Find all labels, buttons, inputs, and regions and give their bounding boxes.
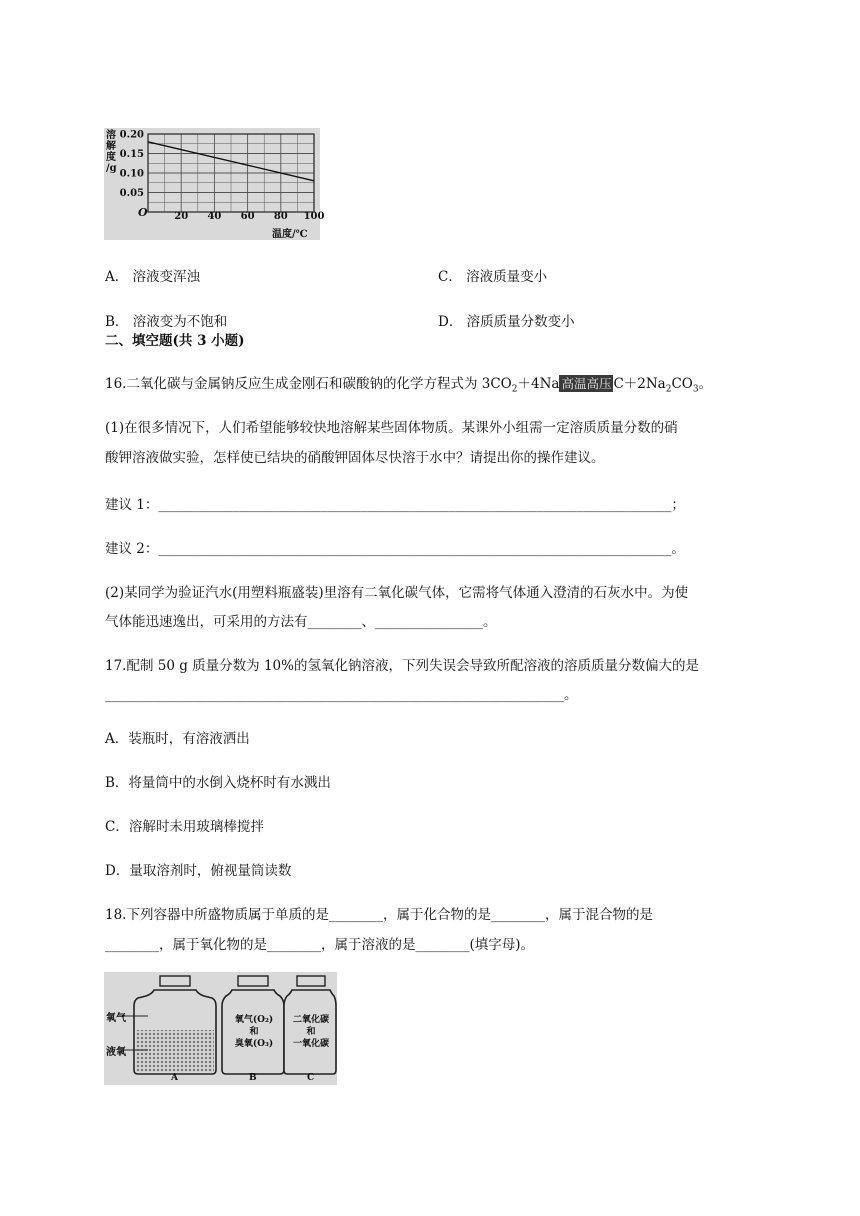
q15-option-d: D． 溶质质量分数变小 (438, 314, 575, 330)
q15-option-c: C． 溶液质量变小 (438, 269, 548, 285)
q16-part1-line1: (1)在很多情况下，人们希望能够较快地溶解某些固体物质。某课外小组需一定溶质质量分数的硝 (105, 420, 678, 436)
bottles-figure (104, 972, 337, 1085)
q16-text: 16.二氧化碳与金属钠反应生成金刚石和碳酸钠的化学方程式为 3CO (105, 376, 512, 392)
bottle-c-contents (284, 1014, 338, 1050)
subscript: 3 (692, 384, 699, 395)
q17-option-d: D．量取溶剂时，俯视量筒读数 (105, 863, 292, 879)
q16-text: ＋4Na (517, 376, 560, 392)
label-oxygen-gas: 氧气 (106, 1013, 126, 1024)
q15-option-b: B． 溶液变为不饱和 (105, 314, 228, 330)
subscript: 2 (511, 384, 518, 395)
x-tick-label: 80 (273, 211, 288, 222)
y-axis-label-char: 溶 (106, 130, 116, 141)
bottle-c-line: 一氧化碳 (292, 1039, 329, 1049)
q18-stem-line2: ________，属于氧化物的是________，属于溶液的是________(填字母)。 (105, 937, 535, 953)
q16-part1-line2: 酸钾溶液做实验，怎样使已结块的硝酸钾固体尽快溶于水中？请提出你的操作建议。 (105, 450, 605, 466)
bottle-b-line: 氧气(O₂) (234, 1015, 274, 1025)
q16-suggestion-2: 建议 2：____________________________________________________________________________。 (105, 541, 685, 557)
x-tick-label: 40 (207, 211, 222, 222)
y-tick-label: 0.20 (119, 129, 144, 141)
reaction-condition: 高温高压 (561, 376, 612, 391)
q17-option-a: A．装瓶时，有溶液洒出 (105, 731, 250, 747)
y-tick-label: 0.15 (119, 149, 144, 160)
q15-option-a: A． 溶液变浑浊 (105, 269, 201, 285)
bottle-c-line: 二氧化碳 (292, 1015, 329, 1025)
bottle-b-contents (226, 1014, 282, 1050)
bottle-b-line: 和 (249, 1027, 259, 1037)
bottle-letter-c: C (307, 1073, 315, 1083)
subscript: 2 (665, 384, 672, 395)
y-axis-label-char: /g (106, 163, 117, 174)
q17-option-c: C．溶解时未用玻璃棒搅拌 (105, 819, 264, 835)
q17-option-b: B．将量筒中的水倒入烧杯时有水溅出 (105, 775, 331, 791)
q16-text: 。 (698, 376, 713, 392)
section-title: 二、填空题(共 3 小题) (105, 333, 245, 349)
y-tick-label: 0.05 (119, 188, 144, 199)
q16-text: CO (671, 376, 693, 392)
q16-part2-line2: 气体能迅速逸出，可采用的方法有________、________________。 (105, 614, 497, 630)
q16-suggestion-1: 建议 1：____________________________________________________________________________； (105, 497, 685, 513)
x-tick-label: 100 (303, 211, 325, 222)
x-tick-label: 20 (174, 211, 189, 222)
y-axis-label-char: 解 (106, 141, 116, 152)
bottle-b-line: 臭氧(O₃) (234, 1039, 274, 1049)
q17-stem-line2: ____________________________________________________________________。 (105, 687, 578, 703)
solubility-graph-svg (104, 128, 325, 240)
q18-stem-line1: 18.下列容器中所盛物质属于单质的是________，属于化合物的是________，属于混合物的是 (105, 907, 653, 923)
q17-stem-line1: 17.配制 50 g 质量分数为 10%的氢氧化钠溶液，下列失误会导致所配溶液的溶质质量分数偏大的是 (105, 658, 699, 674)
q16-part2-line1: (2)某同学为验证汽水(用塑料瓶盛装)里溶有二氧化碳气体，它需将气体通入澄清的石灰水中。为使 (105, 585, 689, 601)
bottle-letter-b: B (249, 1073, 257, 1083)
y-axis-label-char: 度 (106, 152, 116, 163)
y-tick-label: 0.10 (119, 168, 144, 180)
q16-stem (105, 372, 712, 395)
solubility-graph (104, 128, 325, 240)
graph-origin: O (138, 206, 148, 219)
y-axis-label (106, 130, 118, 174)
bottle-a (122, 976, 216, 1074)
bottle-letter-a: A (171, 1073, 178, 1083)
label-liquid-oxygen: 液氧 (106, 1047, 126, 1058)
x-axis-label: 温度/℃ (272, 229, 308, 240)
x-tick-label: 60 (240, 211, 255, 222)
bottle-c-line: 和 (306, 1027, 316, 1037)
q16-text: C＋2Na (613, 376, 666, 392)
